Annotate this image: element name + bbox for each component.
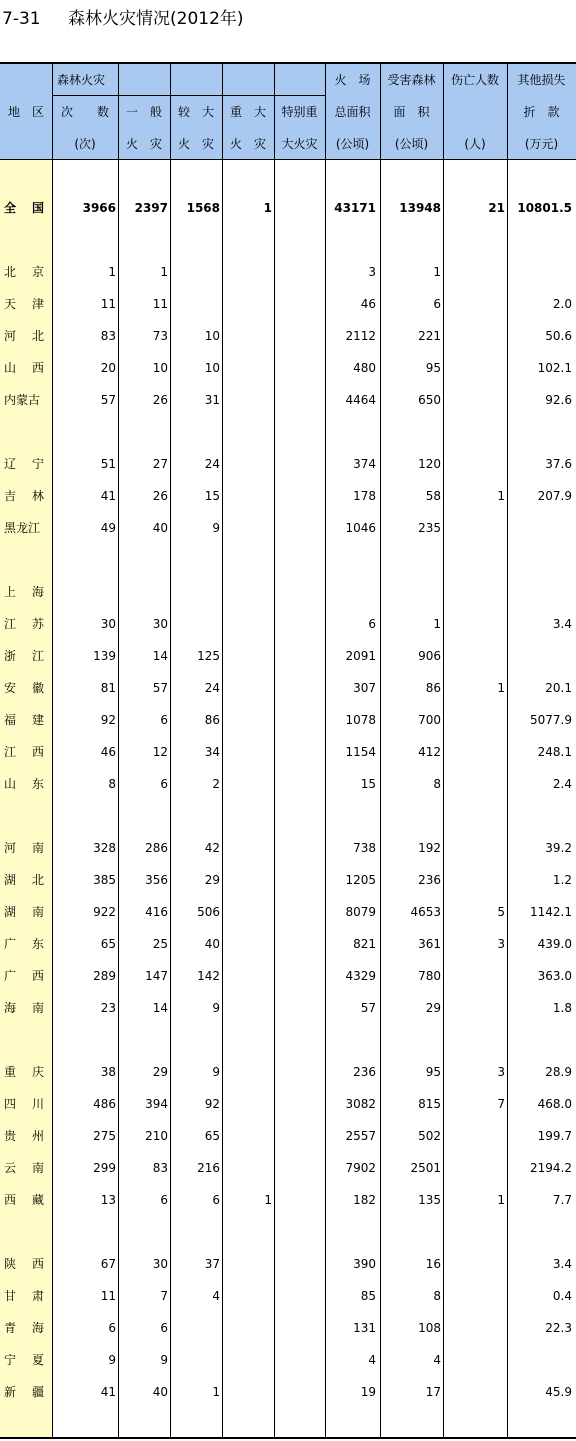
- cell-casualty: 1: [497, 1193, 505, 1207]
- table-row: [0, 480, 576, 512]
- table-row: [0, 992, 576, 1024]
- cell-loss: 0.4: [552, 1289, 572, 1303]
- table-row: [0, 832, 576, 864]
- cell-general: 27: [152, 457, 168, 471]
- header-group-rule: [52, 95, 325, 96]
- region-name: 四 川: [4, 1097, 44, 1111]
- header-larger: 较 大: [177, 105, 214, 119]
- header-forest-sub: 面 积: [393, 105, 430, 119]
- table-row: [0, 864, 576, 896]
- table-row: [0, 1120, 576, 1152]
- cell-area: 821: [353, 937, 376, 951]
- cell-forest: 1: [433, 265, 441, 279]
- cell-larger: 24: [204, 457, 220, 471]
- cell-count: 3966: [82, 201, 116, 215]
- cell-larger: 9: [212, 521, 220, 535]
- cell-general: 12: [152, 745, 168, 759]
- cell-casualty: 5: [497, 905, 505, 919]
- cell-count: 289: [93, 969, 116, 983]
- cell-count: 41: [100, 489, 116, 503]
- header-fire-group: 森林火灾: [57, 73, 106, 87]
- cell-count: 92: [100, 713, 116, 727]
- cell-forest: 58: [425, 489, 441, 503]
- cell-area: 374: [353, 457, 376, 471]
- region-name: 山 东: [4, 777, 44, 791]
- cell-area: 2091: [345, 649, 376, 663]
- region-name: 江 西: [4, 745, 44, 759]
- cell-casualty: 21: [488, 201, 505, 215]
- cell-area: 182: [353, 1193, 376, 1207]
- cell-forest: 412: [418, 745, 441, 759]
- cell-larger: 24: [204, 681, 220, 695]
- table-row: [0, 192, 576, 224]
- header-area-unit: (公顷): [335, 137, 370, 151]
- cell-general: 6: [160, 777, 168, 791]
- header-area-sub: 总面积: [334, 105, 371, 119]
- region-name: 河 南: [4, 841, 44, 855]
- table-row: [0, 256, 576, 288]
- table-row: [0, 704, 576, 736]
- table-row: [0, 384, 576, 416]
- cell-loss: 10801.5: [517, 201, 572, 215]
- table-row: [0, 352, 576, 384]
- region-name: 江 苏: [4, 617, 44, 631]
- cell-forest: 2501: [410, 1161, 441, 1175]
- table-row: [0, 512, 576, 544]
- cell-forest: 86: [425, 681, 441, 695]
- cell-count: 328: [93, 841, 116, 855]
- cell-loss: 7.7: [552, 1193, 572, 1207]
- cell-loss: 439.0: [537, 937, 572, 951]
- cell-general: 210: [145, 1129, 168, 1143]
- table-row: [0, 960, 576, 992]
- cell-casualty: 1: [497, 681, 505, 695]
- cell-count: 57: [100, 393, 116, 407]
- cell-casualty: 7: [497, 1097, 505, 1111]
- cell-loss: 5077.9: [530, 713, 572, 727]
- cell-general: 40: [152, 1385, 168, 1399]
- cell-count: 49: [100, 521, 116, 535]
- cell-larger: 9: [212, 1065, 220, 1079]
- cell-count: 299: [93, 1161, 116, 1175]
- cell-count: 83: [100, 329, 116, 343]
- region-name: 宁 夏: [4, 1353, 44, 1367]
- cell-forest: 650: [418, 393, 441, 407]
- cell-general: 1: [160, 265, 168, 279]
- cell-loss: 22.3: [545, 1321, 572, 1335]
- region-name: 西 藏: [4, 1193, 44, 1207]
- cell-area: 8079: [345, 905, 376, 919]
- cell-area: 4: [368, 1353, 376, 1367]
- region-name: 青 海: [4, 1321, 44, 1335]
- region-name: 湖 北: [4, 873, 44, 887]
- table-row: [0, 1280, 576, 1312]
- table-row: [0, 768, 576, 800]
- header-forest-unit: (公顷): [394, 137, 429, 151]
- header-loss-sub: 折 款: [523, 105, 560, 119]
- cell-loss: 1142.1: [530, 905, 572, 919]
- cell-count: 11: [100, 1289, 116, 1303]
- cell-area: 4329: [345, 969, 376, 983]
- cell-major: 1: [264, 1193, 272, 1207]
- cell-forest: 780: [418, 969, 441, 983]
- region-name: 云 南: [4, 1161, 44, 1175]
- table-row: [0, 320, 576, 352]
- cell-area: 7902: [345, 1161, 376, 1175]
- table-title: 森林火灾情况(2012年): [68, 9, 244, 29]
- region-name: 福 建: [4, 713, 44, 727]
- cell-count: 922: [93, 905, 116, 919]
- region-name: 安 徽: [4, 681, 44, 695]
- region-name: 甘 肃: [4, 1289, 44, 1303]
- cell-general: 2397: [134, 201, 168, 215]
- cell-casualty: 3: [497, 937, 505, 951]
- cell-count: 486: [93, 1097, 116, 1111]
- cell-count: 46: [100, 745, 116, 759]
- table-row: [0, 1248, 576, 1280]
- table-row: [0, 640, 576, 672]
- cell-general: 9: [160, 1353, 168, 1367]
- cell-forest: 4: [433, 1353, 441, 1367]
- cell-forest: 8: [433, 777, 441, 791]
- region-name: 北 京: [4, 265, 44, 279]
- cell-general: 6: [160, 1321, 168, 1335]
- region-name: 黑 龙 江: [4, 521, 41, 535]
- cell-forest: 13948: [399, 201, 441, 215]
- cell-area: 131: [353, 1321, 376, 1335]
- cell-forest: 235: [418, 521, 441, 535]
- cell-general: 26: [152, 489, 168, 503]
- cell-count: 23: [100, 1001, 116, 1015]
- header-major: 重 大: [229, 105, 266, 119]
- region-name: 广 东: [4, 937, 44, 951]
- cell-larger: 10: [204, 361, 220, 375]
- cell-loss: 3.4: [552, 1257, 572, 1271]
- cell-forest: 361: [418, 937, 441, 951]
- cell-larger: 216: [197, 1161, 220, 1175]
- cell-count: 8: [108, 777, 116, 791]
- cell-larger: 4: [212, 1289, 220, 1303]
- header-general: 一 般: [125, 105, 162, 119]
- header-extreme: 特别重: [281, 105, 318, 119]
- cell-loss: 45.9: [545, 1385, 572, 1399]
- cell-forest: 8: [433, 1289, 441, 1303]
- region-name: 贵 州: [4, 1129, 44, 1143]
- header-region: 地 区: [7, 105, 44, 119]
- cell-area: 1046: [345, 521, 376, 535]
- cell-area: 2112: [345, 329, 376, 343]
- cell-loss: 39.2: [545, 841, 572, 855]
- cell-general: 7: [160, 1289, 168, 1303]
- cell-larger: 6: [212, 1193, 220, 1207]
- header-loss-unit: (万元): [524, 137, 559, 151]
- table-row: [0, 1184, 576, 1216]
- table-row: [0, 736, 576, 768]
- cell-area: 6: [368, 617, 376, 631]
- cell-casualty: 1: [497, 489, 505, 503]
- cell-general: 73: [152, 329, 168, 343]
- cell-larger: 10: [204, 329, 220, 343]
- cell-larger: 42: [204, 841, 220, 855]
- cell-larger: 65: [204, 1129, 220, 1143]
- cell-general: 356: [145, 873, 168, 887]
- cell-general: 11: [152, 297, 168, 311]
- cell-forest: 815: [418, 1097, 441, 1111]
- cell-larger: 2: [212, 777, 220, 791]
- cell-area: 3082: [345, 1097, 376, 1111]
- cell-loss: 2.4: [552, 777, 572, 791]
- cell-forest: 95: [425, 361, 441, 375]
- cell-larger: 40: [204, 937, 220, 951]
- cell-area: 2557: [345, 1129, 376, 1143]
- table-number: 7-31: [2, 9, 41, 29]
- cell-general: 30: [152, 617, 168, 631]
- cell-larger: 29: [204, 873, 220, 887]
- cell-casualty: 3: [497, 1065, 505, 1079]
- cell-larger: 86: [204, 713, 220, 727]
- cell-area: 43171: [334, 201, 376, 215]
- cell-general: 57: [152, 681, 168, 695]
- cell-forest: 29: [425, 1001, 441, 1015]
- region-name: 上 海: [4, 585, 44, 599]
- cell-count: 20: [100, 361, 116, 375]
- cell-general: 29: [152, 1065, 168, 1079]
- region-name: 广 西: [4, 969, 44, 983]
- header-major-sub: 火 灾: [229, 137, 266, 151]
- cell-larger: 15: [204, 489, 220, 503]
- cell-area: 46: [360, 297, 376, 311]
- cell-count: 38: [100, 1065, 116, 1079]
- cell-loss: 207.9: [537, 489, 572, 503]
- cell-count: 9: [108, 1353, 116, 1367]
- table-row: [0, 288, 576, 320]
- cell-larger: 9: [212, 1001, 220, 1015]
- cell-forest: 16: [425, 1257, 441, 1271]
- cell-count: 275: [93, 1129, 116, 1143]
- cell-loss: 1.8: [552, 1001, 572, 1015]
- table-row: [0, 1344, 576, 1376]
- cell-forest: 6: [433, 297, 441, 311]
- header-general-sub: 火 灾: [125, 137, 162, 151]
- cell-loss: 102.1: [537, 361, 572, 375]
- cell-loss: 50.6: [545, 329, 572, 343]
- cell-general: 40: [152, 521, 168, 535]
- cell-count: 139: [93, 649, 116, 663]
- cell-count: 11: [100, 297, 116, 311]
- region-name: 海 南: [4, 1001, 44, 1015]
- cell-area: 390: [353, 1257, 376, 1271]
- cell-general: 10: [152, 361, 168, 375]
- region-name: 陕 西: [4, 1257, 44, 1271]
- cell-area: 85: [360, 1289, 376, 1303]
- table-row: [0, 1088, 576, 1120]
- cell-count: 67: [100, 1257, 116, 1271]
- header-area: 火 场: [334, 73, 371, 87]
- region-name: 山 西: [4, 361, 44, 375]
- cell-loss: 1.2: [552, 873, 572, 887]
- cell-larger: 92: [204, 1097, 220, 1111]
- cell-loss: 37.6: [545, 457, 572, 471]
- cell-area: 3: [368, 265, 376, 279]
- header-casualty: 伤亡人数: [450, 73, 499, 87]
- cell-general: 30: [152, 1257, 168, 1271]
- header-loss: 其他损失: [517, 73, 566, 87]
- cell-larger: 1: [212, 1385, 220, 1399]
- cell-loss: 2.0: [552, 297, 572, 311]
- cell-forest: 1: [433, 617, 441, 631]
- cell-larger: 506: [197, 905, 220, 919]
- cell-count: 51: [100, 457, 116, 471]
- cell-forest: 906: [418, 649, 441, 663]
- header-casualty-unit: (人): [464, 137, 486, 151]
- cell-forest: 17: [425, 1385, 441, 1399]
- cell-area: 480: [353, 361, 376, 375]
- header-larger-sub: 火 灾: [177, 137, 214, 151]
- header-extreme-sub: 大火灾: [281, 137, 318, 151]
- region-name: 天 津: [4, 297, 44, 311]
- region-name: 浙 江: [4, 649, 44, 663]
- cell-area: 236: [353, 1065, 376, 1079]
- cell-general: 6: [160, 1193, 168, 1207]
- table-row: [0, 576, 576, 608]
- cell-forest: 192: [418, 841, 441, 855]
- table-row: [0, 1056, 576, 1088]
- table-bottom-rule: [0, 1437, 576, 1439]
- region-name: 重 庆: [4, 1065, 44, 1079]
- cell-forest: 95: [425, 1065, 441, 1079]
- cell-area: 178: [353, 489, 376, 503]
- cell-general: 14: [152, 649, 168, 663]
- cell-loss: 3.4: [552, 617, 572, 631]
- table-row: [0, 1312, 576, 1344]
- cell-general: 394: [145, 1097, 168, 1111]
- cell-loss: 199.7: [537, 1129, 572, 1143]
- cell-general: 147: [145, 969, 168, 983]
- region-name: 全 国: [4, 201, 44, 215]
- region-name: 吉 林: [4, 489, 44, 503]
- cell-forest: 502: [418, 1129, 441, 1143]
- cell-loss: 2194.2: [530, 1161, 572, 1175]
- cell-forest: 700: [418, 713, 441, 727]
- cell-larger: 34: [204, 745, 220, 759]
- cell-count: 30: [100, 617, 116, 631]
- header-forest: 受害森林: [387, 73, 436, 87]
- cell-loss: 363.0: [537, 969, 572, 983]
- cell-forest: 135: [418, 1193, 441, 1207]
- cell-count: 41: [100, 1385, 116, 1399]
- cell-general: 6: [160, 713, 168, 727]
- cell-area: 19: [360, 1385, 376, 1399]
- cell-major: 1: [263, 201, 272, 215]
- cell-forest: 221: [418, 329, 441, 343]
- cell-general: 83: [152, 1161, 168, 1175]
- table-top-rule: [0, 62, 576, 64]
- cell-general: 14: [152, 1001, 168, 1015]
- table-row: [0, 1376, 576, 1408]
- cell-larger: 37: [204, 1257, 220, 1271]
- table-row: [0, 608, 576, 640]
- cell-area: 4464: [345, 393, 376, 407]
- cell-count: 81: [100, 681, 116, 695]
- region-name: 内 蒙 古: [4, 393, 41, 407]
- table-row: [0, 1152, 576, 1184]
- table-row: [0, 672, 576, 704]
- cell-larger: 1568: [186, 201, 220, 215]
- cell-area: 738: [353, 841, 376, 855]
- cell-area: 1205: [345, 873, 376, 887]
- cell-larger: 125: [197, 649, 220, 663]
- cell-loss: 248.1: [537, 745, 572, 759]
- cell-area: 307: [353, 681, 376, 695]
- region-name: 辽 宁: [4, 457, 44, 471]
- region-name: 湖 南: [4, 905, 44, 919]
- cell-area: 15: [360, 777, 376, 791]
- cell-loss: 20.1: [545, 681, 572, 695]
- cell-general: 416: [145, 905, 168, 919]
- cell-forest: 4653: [410, 905, 441, 919]
- cell-count: 1: [108, 265, 116, 279]
- cell-count: 385: [93, 873, 116, 887]
- cell-count: 13: [100, 1193, 116, 1207]
- cell-larger: 142: [197, 969, 220, 983]
- page-title: [0, 6, 576, 32]
- cell-area: 57: [360, 1001, 376, 1015]
- cell-area: 1078: [345, 713, 376, 727]
- table-row: [0, 896, 576, 928]
- table-row: [0, 448, 576, 480]
- cell-loss: 28.9: [545, 1065, 572, 1079]
- cell-forest: 120: [418, 457, 441, 471]
- cell-count: 65: [100, 937, 116, 951]
- region-name: 河 北: [4, 329, 44, 343]
- cell-general: 26: [152, 393, 168, 407]
- header-count-unit: (次): [74, 137, 96, 151]
- cell-loss: 468.0: [537, 1097, 572, 1111]
- cell-loss: 92.6: [545, 393, 572, 407]
- cell-area: 1154: [345, 745, 376, 759]
- cell-forest: 236: [418, 873, 441, 887]
- table-row: [0, 928, 576, 960]
- cell-forest: 108: [418, 1321, 441, 1335]
- cell-general: 25: [152, 937, 168, 951]
- header-count: 次 数: [60, 105, 109, 119]
- region-name: 新 疆: [4, 1385, 44, 1399]
- header-bottom-rule: [0, 159, 576, 160]
- cell-general: 286: [145, 841, 168, 855]
- cell-count: 6: [108, 1321, 116, 1335]
- cell-larger: 31: [204, 393, 220, 407]
